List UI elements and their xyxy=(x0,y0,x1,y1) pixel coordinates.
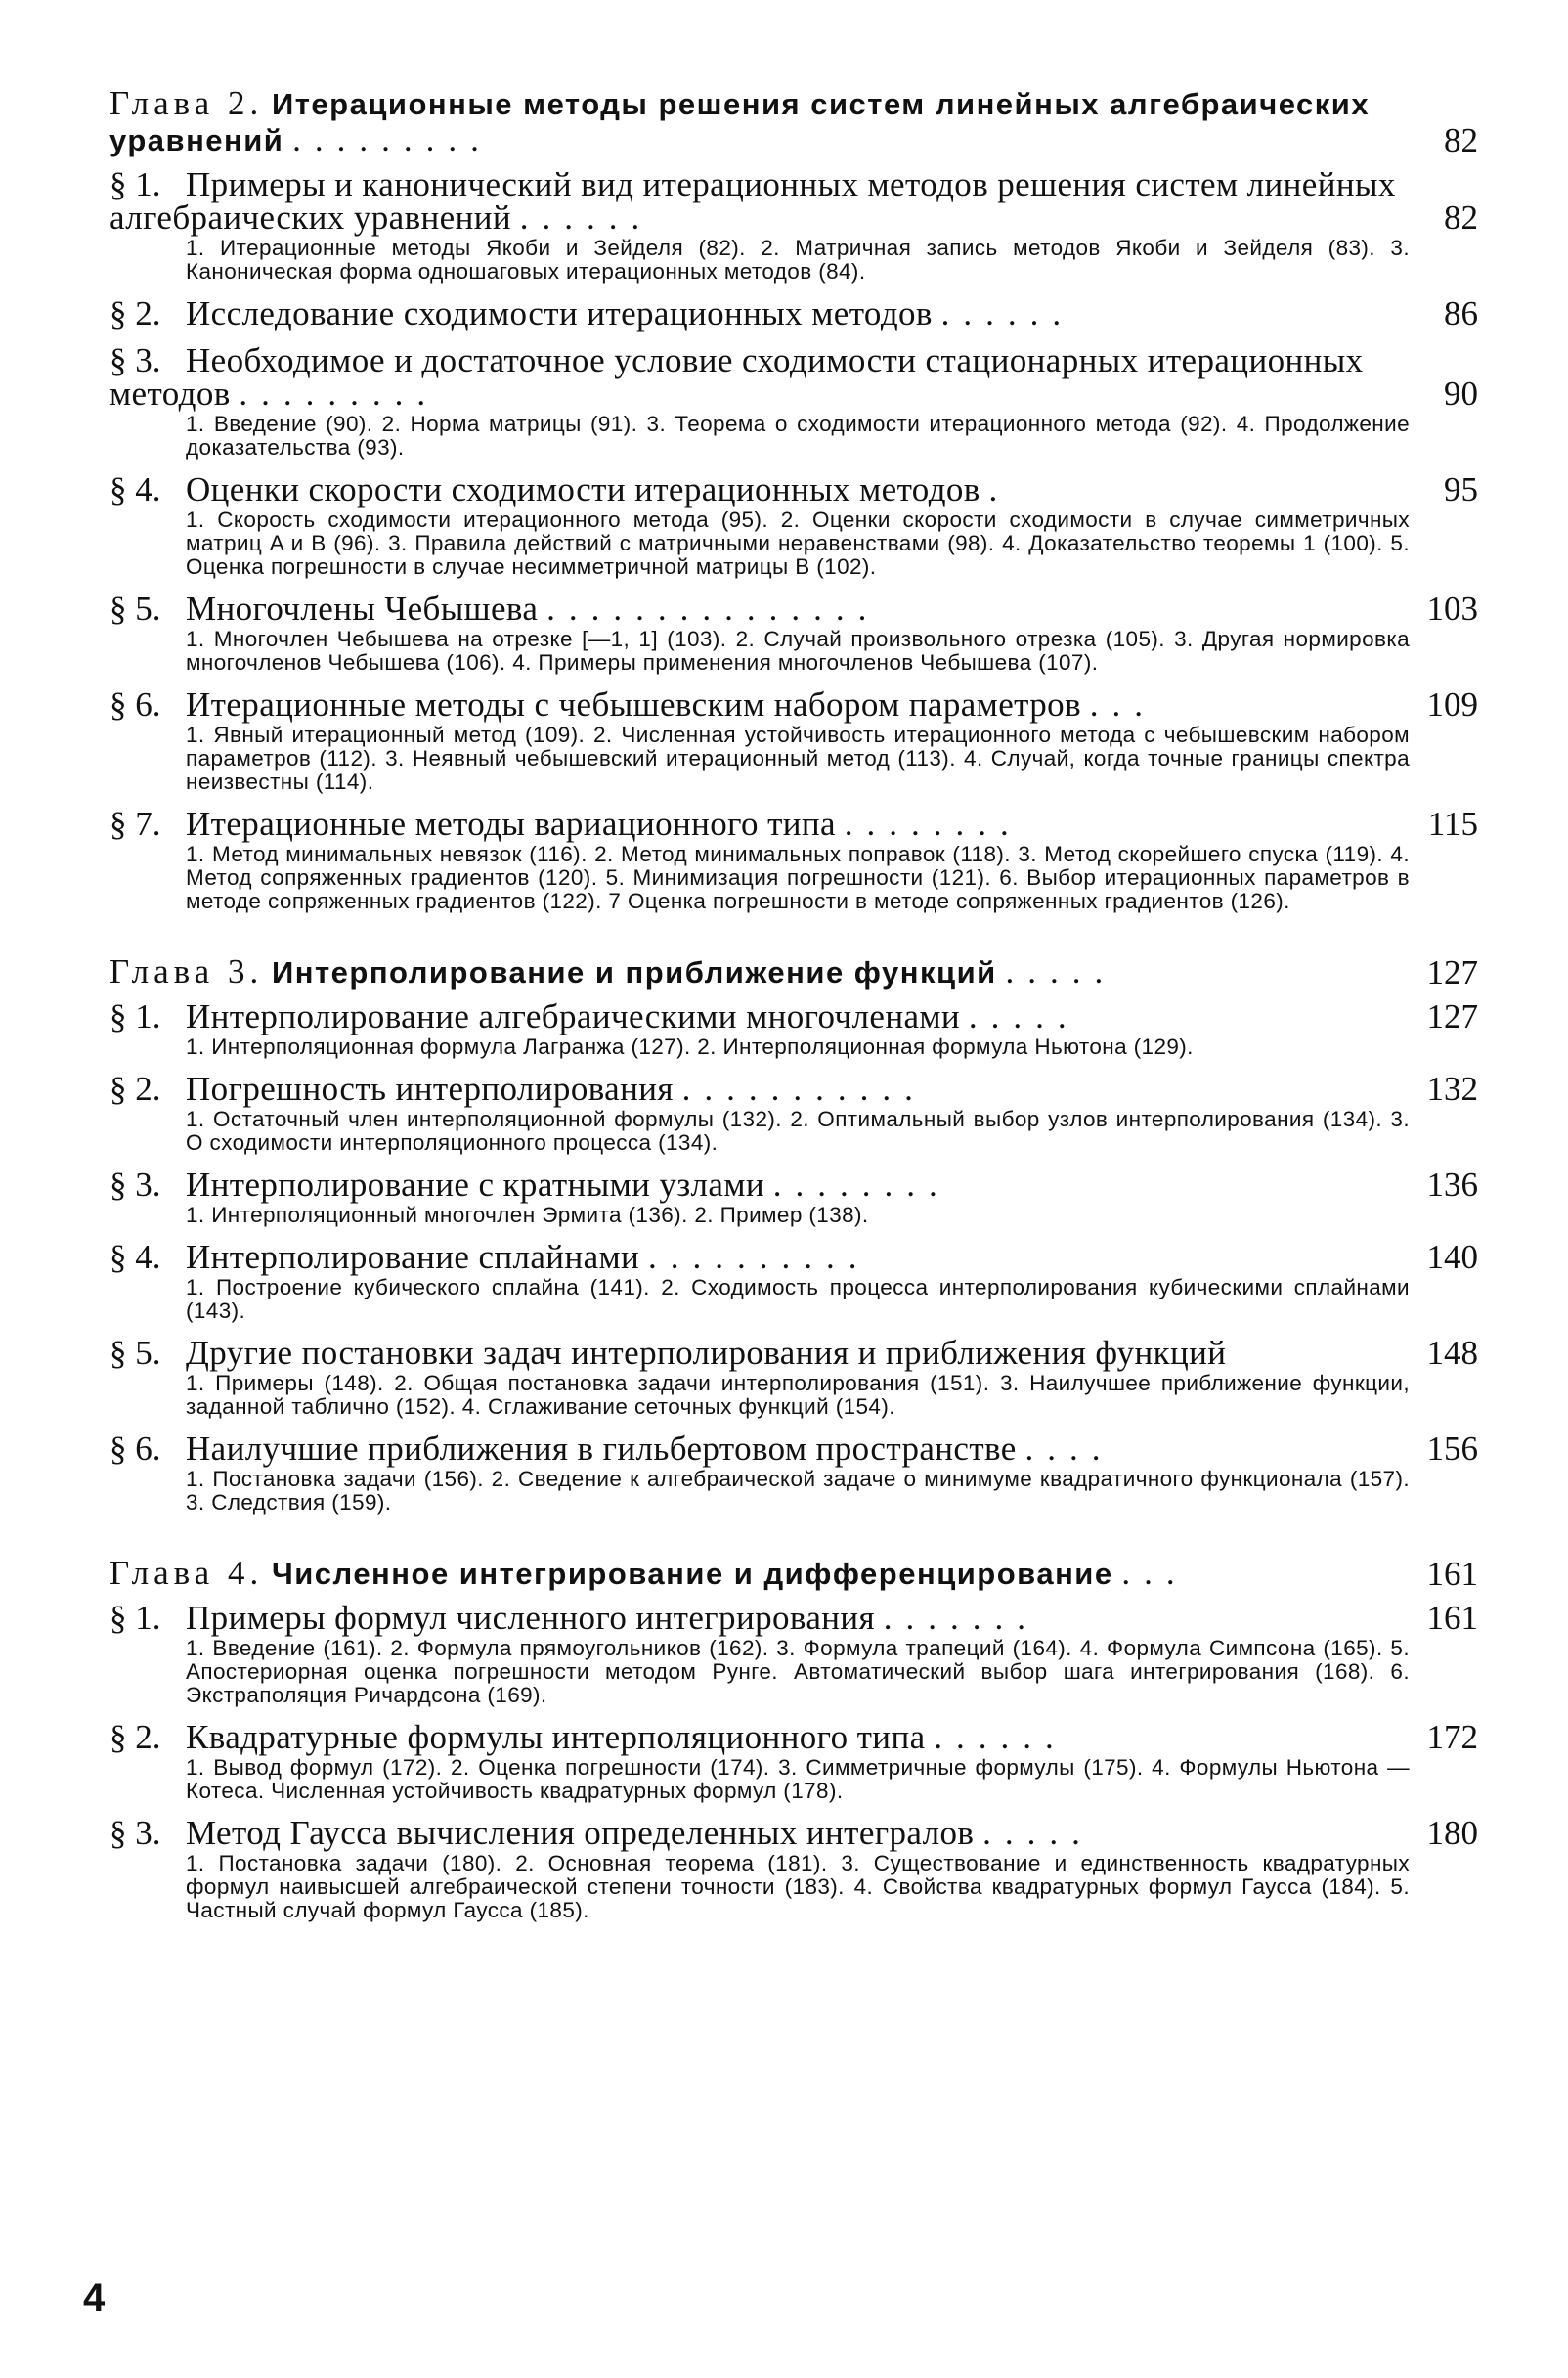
subsection-list: 1. Явный итерационный метод (109). 2. Численная устойчивость итерационного метода с чебышевским набором параметров (112). 3. Неявный чебышевский итерационный метод (113). 4. Случай, когда точные границы спектра неизвестны (114). xyxy=(186,723,1410,794)
section-symbol: § 1. xyxy=(109,165,161,203)
subsection-list: 1. Многочлен Чебышева на отрезке [—1, 1] (103). 2. Случай произвольного отрезка (105). 3. Другая нормировка многочленов Чебышева (106). 4. Примеры применения многочленов Чебышева (107). xyxy=(186,627,1410,675)
section-symbol: § 3. xyxy=(109,1166,161,1204)
section-symbol: § 2. xyxy=(109,1070,161,1108)
section-title: Другие постановки задач интерполирования и приближения функций xyxy=(186,1334,1227,1372)
table-of-contents xyxy=(109,86,1478,1963)
toc-section: § 3. Необходимое и достаточное условие сходимости стационарных итерационных методов ......... 90 1. Введение (90). 2. Норма матрицы (91). 3. Теорема о сходимости итерационного метода (92). 4. Продолжение доказательства (93). xyxy=(109,341,1478,460)
section-page: 140 xyxy=(1426,1238,1478,1276)
chapter-label: Глава 2. xyxy=(109,84,264,122)
chapter-page: 161 xyxy=(1426,1555,1478,1593)
section-page: 109 xyxy=(1426,685,1478,724)
section-page: 103 xyxy=(1426,590,1478,628)
toc-section: § 4. Оценки скорости сходимости итерационных методов . 95 1. Скорость сходимости итерационного метода (95). 2. Оценки скорости сходимости в случае симметричных матриц A и B (96). 3. Правила действий с матричными неравенствами (98). 4. Доказательство теоремы 1 (100). 5. Оценка погрешности в случае несимметричной матрицы B (102). xyxy=(109,470,1478,579)
toc-section: § 6. Наилучшие приближения в гильбертовом пространстве .... 156 1. Постановка задачи (156). 2. Сведение к алгебраической задаче о минимуме квадратичного функционала (157). 3. Следствия (159). xyxy=(109,1430,1478,1515)
section-title: Метод Гаусса вычисления определенных интегралов xyxy=(186,1814,975,1852)
section-page: 115 xyxy=(1427,805,1478,843)
toc-section: § 3. Интерполирование с кратными узлами ........ 136 1. Интерполяционный многочлен Эрмита (136). 2. Пример (138). xyxy=(109,1166,1478,1227)
section-title: Погрешность интерполирования xyxy=(186,1070,674,1108)
section-symbol: § 4. xyxy=(109,470,161,508)
subsection-list: 1. Итерационные методы Якоби и Зейделя (82). 2. Матричная запись методов Якоби и Зейделя (83). 3. Каноническая форма одношаговых итерационных методов (84). xyxy=(186,236,1410,284)
subsection-list: 1. Метод минимальных невязок (116). 2. Метод минимальных поправок (118). 3. Метод скорейшего спуска (119). 4. Метод сопряженных градиентов (120). 5. Минимизация погрешности (121). 6. Выбор итерационных параметров в методе сопряженных градиентов (122). 7 Оценка погрешности в методе сопряженных градиентов (126). xyxy=(186,842,1410,913)
section-title: Примеры и канонический вид итерационных методов решения систем линейных алгебраических уравнений xyxy=(109,165,1396,237)
section-symbol: § 6. xyxy=(109,685,161,724)
toc-section: § 2. Исследование сходимости итерационных методов ...... 86 xyxy=(109,294,1478,332)
page-number: 4 xyxy=(83,2276,106,2319)
section-title: Интерполирование алгебраическими многочленами xyxy=(186,997,961,1035)
chapter-heading: Глава 3. Интерполирование и приближение функций ..... 127 xyxy=(109,952,1478,991)
section-title: Итерационные методы вариационного типа xyxy=(186,805,836,843)
section-symbol: § 5. xyxy=(109,1334,161,1372)
section-page: 95 xyxy=(1444,470,1478,508)
subsection-list: 1. Введение (161). 2. Формула прямоугольников (162). 3. Формула трапеций (164). 4. Формула Симпсона (165). 5. Апостериорная оценка погрешности методом Рунге. Автоматический выбор шага интегрирования (168). 6. Экстраполяция Ричардсона (169). xyxy=(186,1636,1410,1707)
section-symbol: § 1. xyxy=(109,997,161,1035)
subsection-list: 1. Постановка задачи (180). 2. Основная теорема (181). 3. Существование и единственность квадратурных формул наивысшей алгебраической степени точности (183). 4. Свойства квадратурных формул Гаусса (184). 5. Частный случай формул Гаусса (185). xyxy=(186,1851,1410,1922)
section-symbol: § 3. xyxy=(109,1814,161,1852)
section-page: 148 xyxy=(1426,1334,1478,1372)
section-symbol: § 4. xyxy=(109,1238,161,1276)
section-page: 172 xyxy=(1426,1718,1478,1756)
section-symbol: § 7. xyxy=(109,805,161,843)
subsection-list: 1. Скорость сходимости итерационного метода (95). 2. Оценки скорости сходимости в случае симметричных матриц A и B (96). 3. Правила действий с матричными неравенствами (98). 4. Доказательство теоремы 1 (100). 5. Оценка погрешности в случае несимметричной матрицы B (102). xyxy=(186,507,1410,579)
chapter-title: Численное интегрирование и дифференцирование xyxy=(271,1557,1113,1591)
toc-section: § 2. Погрешность интерполирования ........... 132 1. Остаточный член интерполяционной формулы (132). 2. Оптимальный выбор узлов интерполирования (134). 3. О сходимости интерполяционного процесса (134). xyxy=(109,1070,1478,1155)
toc-section: § 6. Итерационные методы с чебышевским набором параметров ... 109 1. Явный итерационный метод (109). 2. Численная устойчивость итерационного метода с чебышевским набором параметров (112). 3. Неявный чебышевский итерационный метод (113). 4. Случай, когда точные границы спектра неизвестны (114). xyxy=(109,685,1478,794)
subsection-list: 1. Остаточный член интерполяционной формулы (132). 2. Оптимальный выбор узлов интерполирования (134). 3. О сходимости интерполяционного процесса (134). xyxy=(186,1107,1410,1155)
section-page: 180 xyxy=(1426,1814,1478,1852)
section-title: Интерполирование с кратными узлами xyxy=(186,1166,765,1204)
subsection-list: 1. Постановка задачи (156). 2. Сведение к алгебраической задаче о минимуме квадратичного функционала (157). 3. Следствия (159). xyxy=(186,1467,1410,1515)
chapter-page: 82 xyxy=(1444,121,1478,159)
subsection-list: 1. Введение (90). 2. Норма матрицы (91). 3. Теорема о сходимости итерационного метода (92). 4. Продолжение доказательства (93). xyxy=(186,412,1410,460)
toc-section xyxy=(109,1334,1478,1419)
toc-section: § 2. Квадратурные формулы интерполяционного типа ...... 172 1. Вывод формул (172). 2. Оценка погрешности (174). 3. Симметричные формулы (175). 4. Формулы Ньютона — Котеса. Численная устойчивость квадратурных формул (178). xyxy=(109,1718,1478,1803)
chapter-heading: Глава 2. Итерационные методы решения систем линейных алгебраических уравнений ......... 82 xyxy=(109,84,1478,159)
subsection-list: 1. Вывод формул (172). 2. Оценка погрешности (174). 3. Симметричные формулы (175). 4. Формулы Ньютона — Котеса. Численная устойчивость квадратурных формул (178). xyxy=(186,1755,1410,1803)
section-title: Итерационные методы с чебышевским набором параметров xyxy=(186,685,1081,724)
chapter-2 xyxy=(109,86,1478,913)
chapter-4 xyxy=(109,1556,1478,1922)
chapter-title: Итерационные методы решения систем линейных алгебраических уравнений xyxy=(109,87,1371,157)
toc-section: § 1. Интерполирование алгебраическими многочленами ..... 127 1. Интерполяционная формула Лагранжа (127). 2. Интерполяционная формула Ньютона (129). xyxy=(109,997,1478,1059)
section-symbol: § 2. xyxy=(109,1718,161,1756)
chapter-3 xyxy=(109,954,1478,1515)
section-title: Интерполирование сплайнами xyxy=(186,1238,640,1276)
section-title: Исследование сходимости итерационных методов xyxy=(186,294,933,332)
section-page: 90 xyxy=(1444,374,1478,413)
section-title: Примеры формул численного интегрирования xyxy=(186,1599,876,1637)
section-page: 132 xyxy=(1426,1070,1478,1108)
toc-section: § 3. Метод Гаусса вычисления определенных интегралов ..... 180 1. Постановка задачи (180). 2. Основная теорема (181). 3. Существование и единственность квадратурных формул наивысшей алгебраической степени точности (183). 4. Свойства квадратурных формул Гаусса (184). 5. Частный случай формул Гаусса (185). xyxy=(109,1814,1478,1922)
subsection-list: 1. Интерполяционная формула Лагранжа (127). 2. Интерполяционная формула Ньютона (129). xyxy=(186,1035,1194,1059)
section-page: 156 xyxy=(1426,1430,1478,1468)
subsection-list: 1. Примеры (148). 2. Общая постановка задачи интерполирования (151). 3. Наилучшее приближение функции, заданной таблично (152). 4. Сглаживание сеточных функций (154). xyxy=(186,1371,1410,1419)
chapter-page: 127 xyxy=(1426,953,1478,991)
section-page: 136 xyxy=(1426,1166,1478,1204)
section-title: Необходимое и достаточное условие сходимости стационарных итерационных методов xyxy=(109,341,1364,413)
section-title: Наилучшие приближения в гильбертовом пространстве xyxy=(186,1430,1017,1468)
subsection-list: 1. Построение кубического сплайна (141). 2. Сходимость процесса интерполирования кубическими сплайнами (143). xyxy=(186,1275,1410,1323)
chapter-heading: Глава 4. Численное интегрирование и дифференцирование ... 161 xyxy=(109,1554,1478,1593)
chapter-label: Глава 3. xyxy=(109,952,264,991)
chapter-title: Интерполирование и приближение функций xyxy=(271,955,997,990)
section-page: 161 xyxy=(1426,1599,1478,1637)
toc-section: § 1. Примеры формул численного интегрирования ....... 161 1. Введение (161). 2. Формула прямоугольников (162). 3. Формула трапеций (164). 4. Формула Симпсона (165). 5. Апостериорная оценка погрешности методом Рунге. Автоматический выбор шага интегрирования (168). 6. Экстраполяция Ричардсона (169). xyxy=(109,1599,1478,1707)
section-symbol: § 6. xyxy=(109,1430,161,1468)
subsection-list: 1. Интерполяционный многочлен Эрмита (136). 2. Пример (138). xyxy=(186,1203,869,1227)
toc-section: § 7. Итерационные методы вариационного типа ........ 115 1. Метод минимальных невязок (116). 2. Метод минимальных поправок (118). 3. Метод скорейшего спуска (119). 4. Метод сопряженных градиентов (120). 5. Минимизация погрешности (121). 6. Выбор итерационных параметров в методе сопряженных градиентов (122). 7 Оценка погрешности в методе сопряженных градиентов (126). xyxy=(109,805,1478,913)
section-symbol: § 5. xyxy=(109,590,161,628)
section-title: Оценки скорости сходимости итерационных методов xyxy=(186,470,980,508)
section-page: 86 xyxy=(1444,294,1478,332)
section-symbol: § 3. xyxy=(109,341,161,379)
section-title: Квадратурные формулы интерполяционного типа xyxy=(186,1718,926,1756)
toc-section: § 5. Многочлены Чебышева ............... 103 1. Многочлен Чебышева на отрезке [—1, 1] (103). 2. Случай произвольного отрезка (105). 3. Другая нормировка многочленов Чебышева (106). 4. Примеры применения многочленов Чебышева (107). xyxy=(109,590,1478,675)
section-page: 127 xyxy=(1426,997,1478,1035)
chapter-label: Глава 4. xyxy=(109,1554,264,1592)
toc-section: § 1. Примеры и канонический вид итерационных методов решения систем линейных алгебраических уравнений ...... 82 1. Итерационные методы Якоби и Зейделя (82). 2. Матричная запись методов Якоби и Зейделя (83). 3. Каноническая форма одношаговых итерационных методов (84). xyxy=(109,165,1478,284)
toc-section: § 4. Интерполирование сплайнами .......... 140 1. Построение кубического сплайна (141). 2. Сходимость процесса интерполирования кубическими сплайнами (143). xyxy=(109,1238,1478,1323)
section-title: Многочлены Чебышева xyxy=(186,590,539,628)
section-symbol: § 1. xyxy=(109,1599,161,1637)
section-page: 82 xyxy=(1444,198,1478,237)
section-symbol: § 2. xyxy=(109,294,161,332)
